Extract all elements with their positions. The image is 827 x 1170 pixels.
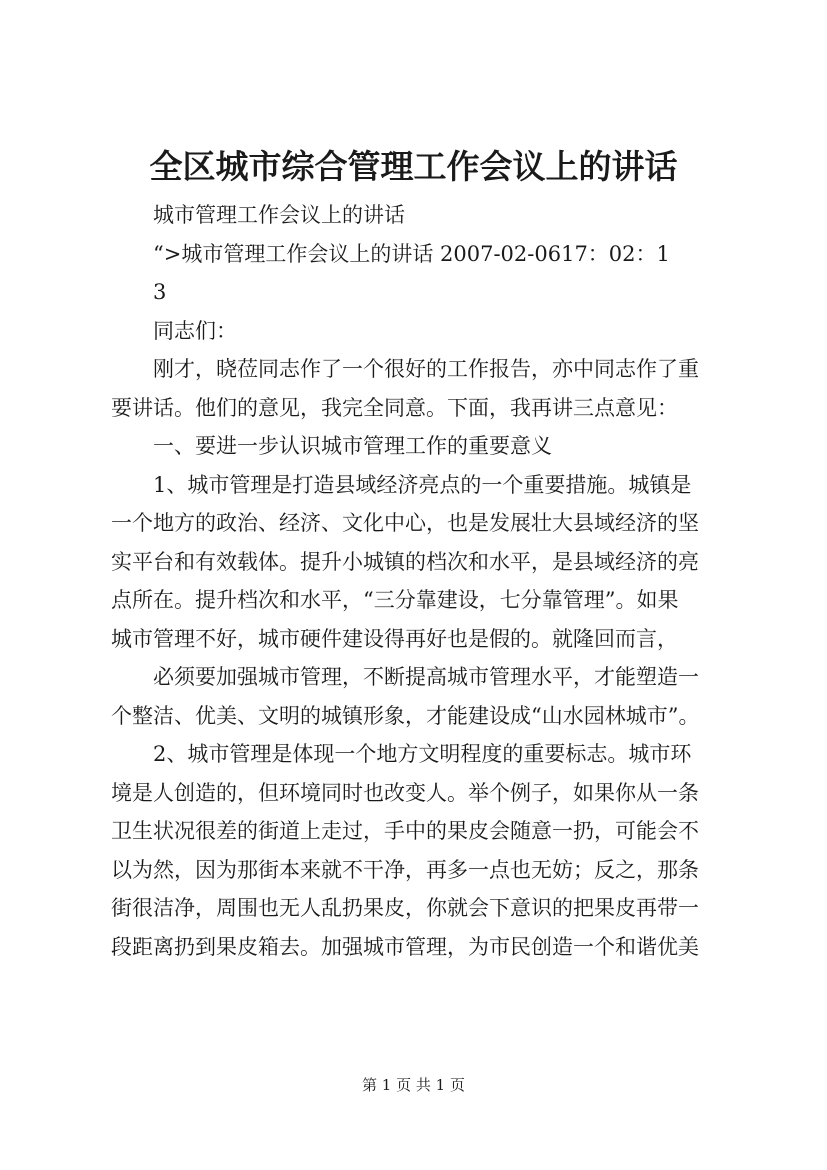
text-line: 境是人创造的，但环境同时也改变人。举个例子，如果你从一条 (111, 780, 699, 805)
text-line: 一、要进一步认识城市管理工作的重要意义 (153, 434, 552, 458)
text-line: 城市管理工作会议上的讲话 (153, 203, 405, 227)
document-body (111, 196, 741, 966)
text-line: 城市管理不好，城市硬件建设得再好也是假的。就隆回而言， (111, 626, 678, 651)
text-line: 同志们： (153, 318, 237, 343)
page-footer: 第 1 页 共 1 页 (362, 1076, 465, 1094)
text-line: 刚才，晓莅同志作了一个很好的工作报告，亦中同志作了重 (153, 357, 699, 381)
text-line: 1、城市管理是打造县域经济亮点的一个重要措施。城镇是 (153, 472, 692, 497)
text-line: 点所在。提升档次和水平，“三分靠建设，七分靠管理”。如果 (111, 588, 679, 612)
document-title: 全区城市综合管理工作会议上的讲话 (149, 147, 678, 186)
text-line: 实平台和有效载体。提升小城镇的档次和水平，是县域经济的亮 (111, 549, 699, 574)
text-line: 以为然，因为那街本来就不干净，再多一点也无妨；反之，那条 (111, 857, 699, 882)
text-line: 段距离扔到果皮箱去。加强城市管理，为市民创造一个和谐优美 (111, 934, 699, 959)
text-line: 要讲话。他们的意见，我完全同意。下面，我再讲三点意见： (111, 395, 678, 420)
text-line: 必须要加强城市管理，不断提高城市管理水平，才能塑造一 (153, 665, 699, 689)
text-line: “>城市管理工作会议上的讲话 2007-02-0617：02：1 (153, 241, 670, 266)
text-line: 3 (153, 280, 167, 304)
text-line: 2、城市管理是体现一个地方文明程度的重要标志。城市环 (153, 742, 692, 766)
text-line: 街很洁净，周围也无人乱扔果皮，你就会下意识的把果皮再带一 (111, 896, 699, 920)
text-line: 卫生状况很差的街道上走过，手中的果皮会随意一扔，可能会不 (111, 819, 699, 843)
text-line: 一个地方的政治、经济、文化中心，也是发展壮大县域经济的坚 (111, 511, 699, 535)
text-line: 个整洁、优美、文明的城镇形象，才能建设成“山水园林城市”。 (111, 703, 700, 728)
